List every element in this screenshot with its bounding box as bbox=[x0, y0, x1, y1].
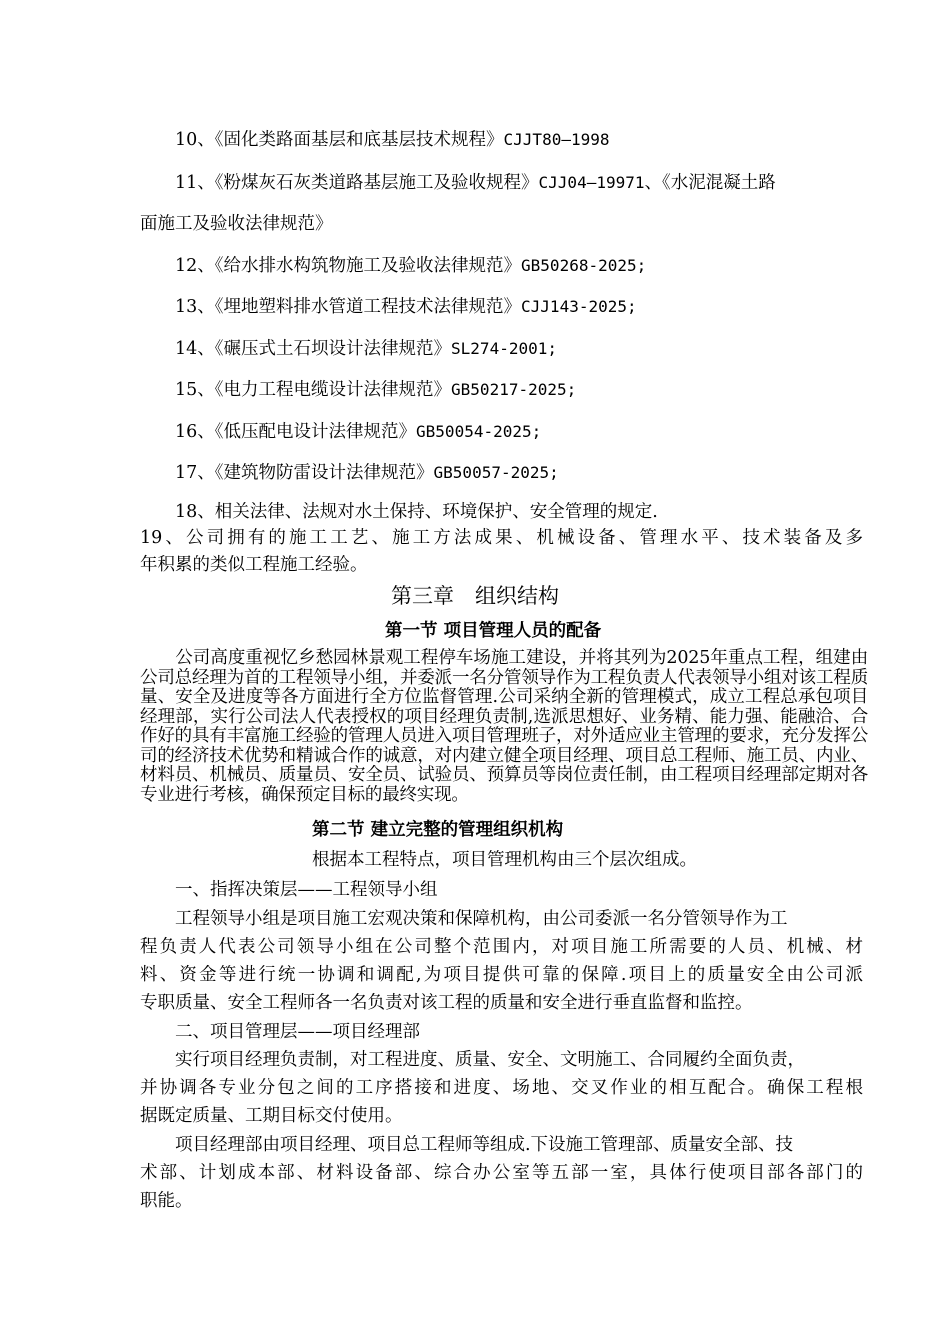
reference-item-continuation: 年积累的类似工程施工经验。 bbox=[140, 555, 368, 575]
paragraph-line: 并协调各专业分包之间的工序搭接和进度、场地、交叉作业的相互配合。确保工程根 bbox=[140, 1078, 863, 1098]
reference-item: 14、《碾压式土石坝设计法律规范》SL274-2001; bbox=[175, 339, 557, 359]
paragraph-line: 专职质量、安全工程师各一名负责对该工程的质量和安全进行垂直监督和监控。 bbox=[140, 993, 753, 1013]
paragraph-line: 料、资金等进行统一协调和调配,为项目提供可靠的保障.项目上的质量安全由公司派 bbox=[140, 965, 863, 985]
paragraph-line: 项目经理部由项目经理、项目总工程师等组成.下设施工管理部、质量安全部、技 bbox=[175, 1135, 794, 1155]
section-title: 第二节 建立完整的管理组织机构 bbox=[312, 820, 564, 840]
reference-item: 19、公司拥有的施工工艺、施工方法成果、机械设备、管理水平、技术装备及多 bbox=[140, 528, 863, 548]
paragraph-line: 职能。 bbox=[140, 1191, 193, 1211]
paragraph-line: 程负责人代表公司领导小组在公司整个范围内，对项目施工所需要的人员、机械、材 bbox=[140, 937, 863, 957]
paragraph-line: 实行项目经理负责制，对工程进度、质量、安全、文明施工、合同履约全面负责， bbox=[175, 1050, 805, 1070]
section-title: 第一节 项目管理人员的配备 bbox=[385, 621, 602, 641]
reference-item-continuation: 面施工及验收法律规范》 bbox=[140, 214, 333, 234]
reference-item: 17、《建筑物防雷设计法律规范》GB50057-2025; bbox=[175, 463, 559, 483]
section-body: 公司高度重视忆乡愁园林景观工程停车场施工建设，并将其列为2025年重点工程，组建由公司总经理为首的工程领导小组，并委派一名分管领导作为工程负责人代表领导小组对该工程质量、安全及进度等各方面进行全方位监督管理.公司采纳全新的管理模式，成立工程总承包项目经理部，实行公司法人代表授权的项目经理负责制,选派思想好、业务精、能力强、能融洽、合作好的具有丰富施工经验的管理人员进入项目管理班子，对外适应业主管理的要求，充分发挥公司的经济技术优势和精诚合作的诚意，对内建立健全项目经理、项目总工程师、施工员、内业、材料员、机械员、质量员、安全员、试验员、预算员等岗位责任制，由工程项目经理部定期对各专业进行考核，确保预定目标的最终实现。 bbox=[140, 648, 868, 805]
paragraph-line: 据既定质量、工期目标交付使用。 bbox=[140, 1106, 403, 1126]
paragraph-line: 术部、计划成本部、材料设备部、综合办公室等五部一室，具体行使项目部各部门的 bbox=[140, 1163, 863, 1183]
reference-item: 11、《粉煤灰石灰类道路基层施工及验收规程》CJJ04—19971、《水泥混凝土路 bbox=[175, 173, 776, 193]
reference-item: 13、《埋地塑料排水管道工程技术法律规范》CJJ143-2025; bbox=[175, 297, 637, 317]
section-intro: 根据本工程特点，项目管理机构由三个层次组成。 bbox=[312, 850, 697, 870]
paragraph-line: 工程领导小组是项目施工宏观决策和保障机构，由公司委派一名分管领导作为工 bbox=[175, 909, 788, 929]
reference-item: 16、《低压配电设计法律规范》GB50054-2025; bbox=[175, 422, 542, 442]
reference-item: 10、《固化类路面基层和底基层技术规程》CJJT80—1998 bbox=[175, 130, 610, 150]
subsection-heading: 一、指挥决策层——工程领导小组 bbox=[175, 880, 438, 900]
chapter-title: 第三章 组织结构 bbox=[391, 584, 559, 608]
reference-item: 15、《电力工程电缆设计法律规范》GB50217-2025; bbox=[175, 380, 577, 400]
reference-item: 12、《给水排水构筑物施工及验收法律规范》GB50268-2025; bbox=[175, 256, 647, 276]
reference-item: 18、相关法律、法规对水土保持、环境保护、安全管理的规定. bbox=[175, 502, 658, 522]
subsection-heading: 二、项目管理层——项目经理部 bbox=[175, 1022, 420, 1042]
